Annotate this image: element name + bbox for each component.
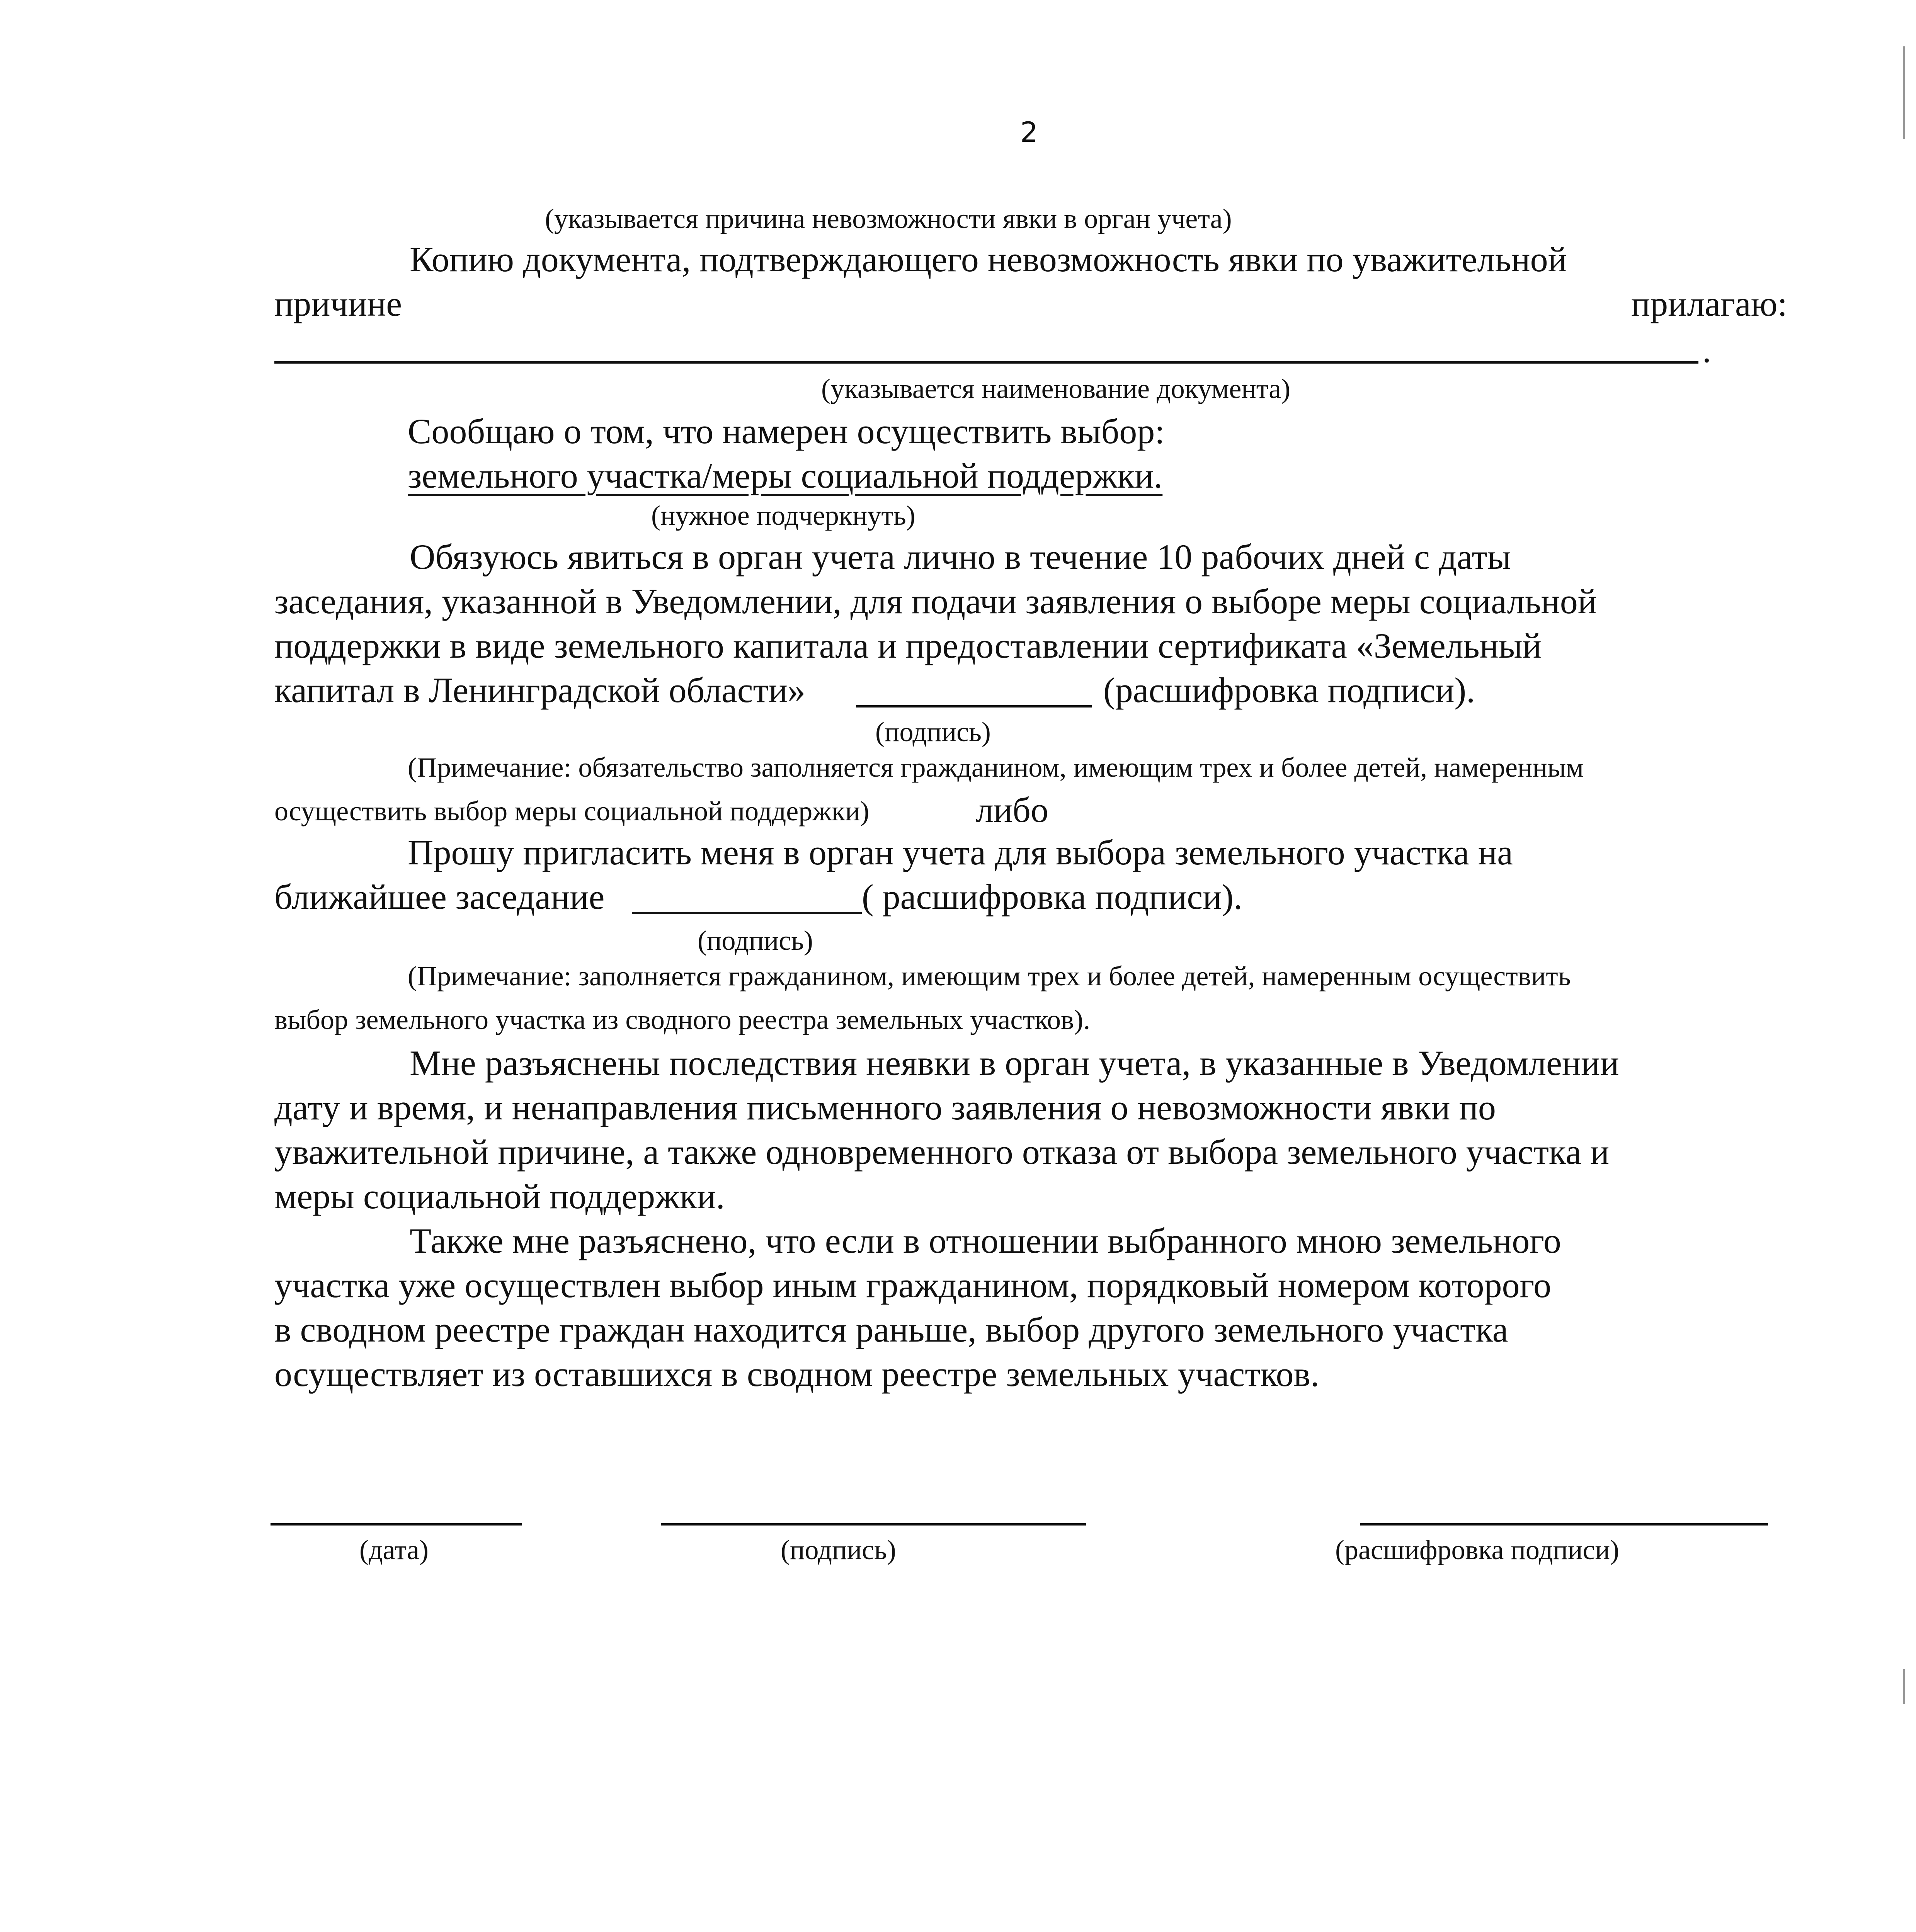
signature-caption: (подпись) (781, 1534, 896, 1565)
attached-document-end: . (1702, 330, 1711, 370)
decoding-caption: (расшифровка подписи) (1335, 1534, 1619, 1565)
signature-blank-2 (632, 912, 862, 914)
signature-blank-1 (856, 705, 1092, 707)
note-2-line-1: (Примечание: заполняется гражданином, имеющим трех и более детей, намеренным осуществить (408, 961, 1571, 992)
note-1-line-2-right: либо (976, 790, 1048, 830)
caption-document-name: (указывается наименование документа) (821, 373, 1291, 404)
caption-underline: (нужное подчеркнуть) (651, 500, 915, 531)
oblige-line-2: заседания, указанной в Уведомлении, для подачи заявления о выборе меры социальной (274, 582, 1597, 621)
also-line-3: в сводном реестре граждан находится раньше, выбор другого земельного участка (274, 1310, 1508, 1349)
caption-signature-2: (подпись) (698, 925, 813, 956)
invite-line-2-left: ближайшее заседание (274, 877, 605, 917)
copy-doc-line-2-right: прилагаю: (1631, 284, 1787, 323)
copy-doc-line-2 (274, 286, 1787, 321)
also-line-4: осуществляет из оставшихся в сводном реестре земельных участков. (274, 1354, 1319, 1394)
oblige-line-4-left: капитал в Ленинградской области» (274, 670, 806, 710)
caption-signature-1: (подпись) (875, 716, 991, 747)
choice-intro: Сообщаю о том, что намерен осуществить выбор: (408, 412, 1165, 451)
scan-edge-mark-right (1903, 1669, 1905, 1704)
attached-document-line (274, 361, 1698, 364)
date-signature-line (271, 1523, 522, 1526)
oblige-line-4-right: (расшифровка подписи). (1103, 670, 1475, 710)
choice-options: земельного участка/меры социальной поддержки. (408, 456, 1163, 495)
invite-line-2-right: ( расшифровка подписи). (862, 877, 1243, 917)
note-2-line-2: выбор земельного участка из сводного реестра земельных участков). (274, 1004, 1091, 1035)
copy-doc-line-2-left: причине (274, 284, 402, 323)
signature-line (661, 1523, 1086, 1526)
also-line-2: участка уже осуществлен выбор иным гражданином, порядковый номером которого (274, 1265, 1552, 1305)
invite-line-1: Прошу пригласить меня в орган учета для выбора земельного участка на (408, 833, 1513, 872)
note-1-line-2-left: осуществить выбор меры социальной поддержки) (274, 796, 870, 827)
note-1-line-1: (Примечание: обязательство заполняется гражданином, имеющим трех и более детей, намеренным (408, 752, 1584, 783)
explained-line-3: уважительной причине, а также одновременного отказа от выбора земельного участка и (274, 1132, 1610, 1172)
date-caption: (дата) (359, 1534, 429, 1565)
scan-edge-mark-top (1903, 46, 1905, 139)
page-number: 2 (1020, 116, 1038, 148)
copy-doc-line-1: Копию документа, подтверждающего невозможность явки по уважительной (410, 240, 1567, 279)
explained-line-2: дату и время, и ненаправления письменного заявления о невозможности явки по (274, 1088, 1496, 1127)
decoding-signature-line (1360, 1523, 1768, 1526)
oblige-line-1: Обязуюсь явиться в орган учета лично в течение 10 рабочих дней с даты (410, 537, 1511, 577)
explained-line-1: Мне разъяснены последствия неявки в орган учета, в указанные в Уведомлении (410, 1043, 1619, 1083)
oblige-line-3: поддержки в виде земельного капитала и предоставлении сертификата «Земельный (274, 626, 1542, 665)
explained-line-4: меры социальной поддержки. (274, 1177, 725, 1216)
also-line-1: Также мне разъяснено, что если в отношении выбранного мною земельного (410, 1221, 1561, 1260)
caption-reason: (указывается причина невозможности явки в орган учета) (545, 203, 1232, 234)
